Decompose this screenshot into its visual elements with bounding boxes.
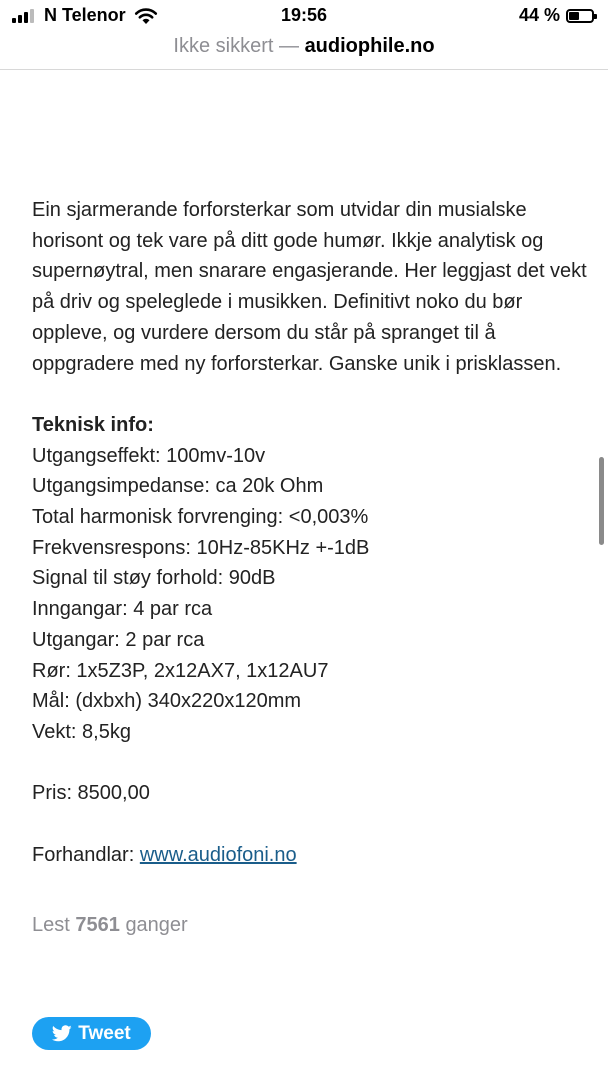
carrier-name: N Telenor: [44, 5, 126, 25]
status-time: 19:56: [280, 5, 328, 25]
read-count: [32, 910, 588, 941]
spec-line: Total harmonisk forvrenging: <0,003%: [32, 506, 369, 529]
price: Pris: 8500,00: [32, 782, 150, 805]
dealer-link[interactable]: www.audiofoni.no: [139, 843, 297, 866]
spec-line: Utgangar: 2 par rca: [32, 628, 205, 651]
dealer: [32, 840, 588, 871]
status-bar: [0, 0, 608, 32]
status-right: [519, 5, 594, 26]
read-prefix: Lest: [32, 914, 70, 937]
twitter-bird-icon: [52, 1025, 72, 1042]
read-number: 7561: [75, 914, 120, 937]
article-intro: Ein sjarmerande forforsterkar som utvidar din musialske horisont og tek vare på ditt gode humør. Ikkje analytisk og supernøytral, men snarare engasjerande. Her leggjast det vekt på driv og speleglede i musikken. Definitivt noko du bør oppleve, og vurdere dersom du står på spranget til å oppgradere med ny forforsterkar. Ganske unik i prisklassen.: [32, 199, 587, 375]
url-domain: audiophile.no: [304, 35, 435, 57]
tweet-button[interactable]: [32, 1017, 151, 1050]
spec-line: Frekvensrespons: 10Hz-85KHz +-1dB: [32, 536, 370, 559]
spec-line: Utgangsimpedanse: ca 20k Ohm: [32, 475, 324, 498]
spec-line: Utgangseffekt: 100mv-10v: [32, 444, 266, 467]
spec-line: Vekt: 8,5kg: [32, 720, 131, 743]
dealer-label: Forhandlar:: [32, 843, 135, 866]
spec-line: Signal til støy forhold: 90dB: [32, 567, 276, 590]
spec-line: Rør: 1x5Z3P, 2x12AX7, 1x12AU7: [32, 659, 329, 682]
battery-icon: [566, 9, 594, 23]
spec-line: Mål: (dxbxh) 340x220x120mm: [32, 690, 302, 713]
specs-title: Teknisk info:: [32, 413, 154, 436]
spec-line: Inngangar: 4 par rca: [32, 598, 213, 621]
tweet-label: Tweet: [78, 1022, 131, 1044]
scrollbar[interactable]: [599, 457, 604, 545]
url-bar[interactable]: [0, 32, 608, 70]
article-content: [32, 195, 588, 941]
read-suffix: ganger: [125, 914, 188, 937]
insecure-label: Ikke sikkert —: [173, 35, 299, 57]
battery-percentage: 44 %: [518, 5, 560, 25]
